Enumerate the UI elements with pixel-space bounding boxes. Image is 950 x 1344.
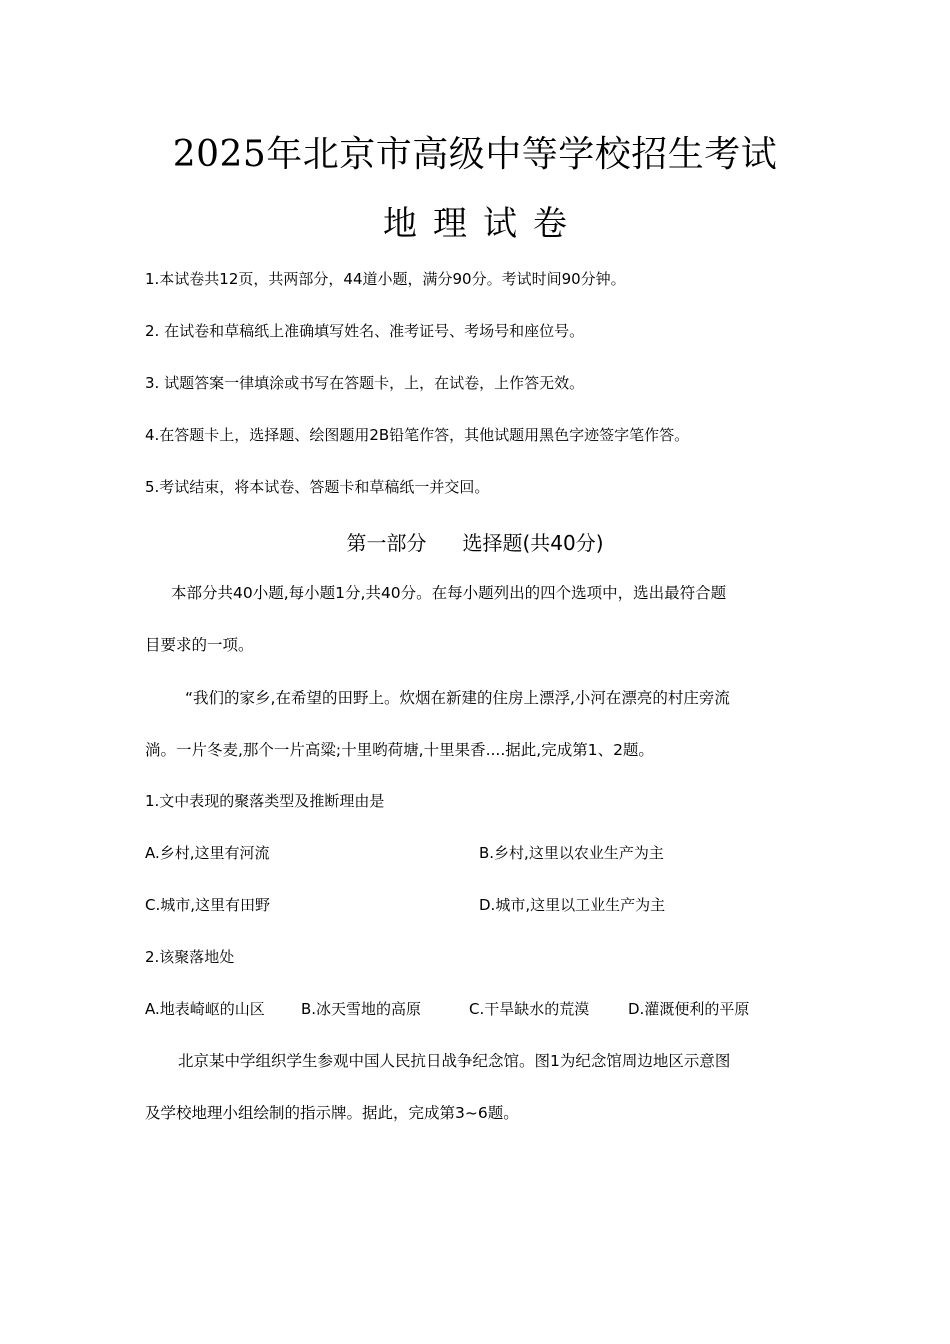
passage-1-line-1: “我们的家乡,在希望的田野上。炊烟在新建的住房上漂浮,小河在漂亮的村庄旁流 bbox=[185, 689, 730, 707]
question-2-option-d: D.灌溉便利的平原 bbox=[628, 1000, 750, 1018]
question-1-option-c: C.城市,这里有田野 bbox=[145, 896, 271, 914]
question-2-option-a: A.地表崎岖的山区 bbox=[145, 1000, 265, 1018]
question-2-option-c: C.干旱缺水的荒漠 bbox=[469, 1000, 590, 1018]
exam-title: 2025年北京市高级中等学校招生考试 bbox=[172, 134, 778, 175]
instruction-3: 3. 试题答案一律填涂或书写在答题卡，上，在试卷，上作答无效。 bbox=[145, 374, 585, 392]
section-heading bbox=[0, 527, 950, 556]
passage-2-line-1: 北京某中学组织学生参观中国人民抗日战争纪念馆。图1为纪念馆周边地区示意图 bbox=[178, 1052, 731, 1070]
exam-subject: 地理试卷 bbox=[383, 204, 583, 244]
instruction-2: 2. 在试卷和草稿纸上准确填写姓名、准考证号、考场号和座位号。 bbox=[145, 322, 585, 340]
question-1-option-a: A.乡村,这里有河流 bbox=[145, 844, 270, 862]
question-2-option-b: B.冰天雪地的高原 bbox=[301, 1000, 422, 1018]
instruction-5: 5.考试结束，将本试卷、答题卡和草稿纸一并交回。 bbox=[145, 478, 490, 496]
passage-2-line-2: 及学校地理小组绘制的指示牌。据此，完成第3~6题。 bbox=[145, 1104, 519, 1122]
question-1-option-b: B.乡村,这里以农业生产为主 bbox=[479, 844, 664, 862]
section-part: 第一部分 bbox=[346, 531, 427, 555]
instruction-1: 1.本试卷共12页，共两部分，44道小题，满分90分。考试时间90分钟。 bbox=[145, 270, 626, 288]
passage-1-line-2: 淌。一片冬麦,那个一片高粱;十里哟荷塘,十里果香....据此,完成第1、2题。 bbox=[145, 741, 654, 759]
question-1-option-d: D.城市,这里以工业生产为主 bbox=[479, 896, 666, 914]
question-2-stem: 2.该聚落地处 bbox=[145, 948, 235, 966]
section-name: 选择题(共40分) bbox=[462, 531, 604, 555]
question-1-stem: 1.文中表现的聚落类型及推断理由是 bbox=[145, 792, 385, 810]
section-intro-line-1: 本部分共40小题,每小题1分,共40分。在每小题列出的四个选项中，选出最符合题 bbox=[171, 584, 727, 602]
section-intro-line-2: 目要求的一项。 bbox=[145, 636, 254, 654]
instruction-4: 4.在答题卡上，选择题、绘图题用2B铅笔作答，其他试题用黑色字迹签字笔作答。 bbox=[145, 426, 690, 444]
